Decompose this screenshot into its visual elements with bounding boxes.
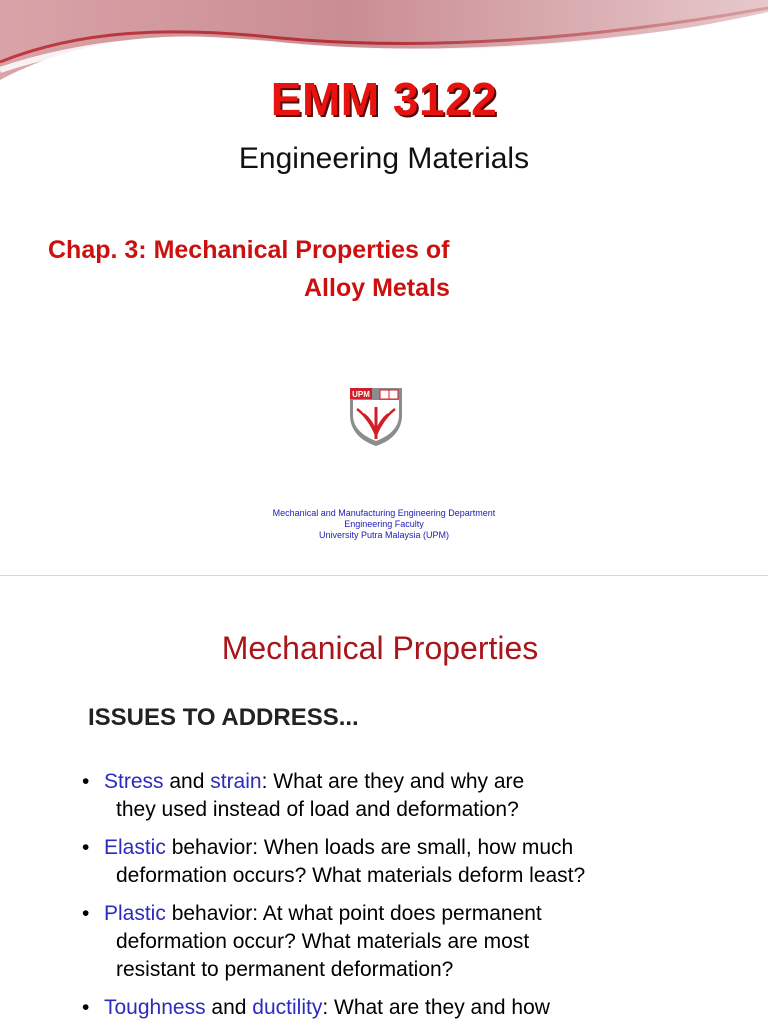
keyword: Stress [104,770,164,793]
bullet-item [82,768,722,824]
bullet-continuation: resistant to permanent deformation? [116,958,454,981]
content-slide [0,576,768,1024]
bullet-item [82,994,722,1022]
bullet-list [82,768,722,1024]
svg-text:UPM: UPM [352,390,370,399]
issues-heading: ISSUES TO ADDRESS... [88,704,359,731]
chapter-title [48,231,648,307]
department-line: Mechanical and Manufacturing Engineering Department [272,508,496,518]
course-code: EMM 3122 [270,73,498,125]
bullet-marker: • [82,996,90,1019]
bullet-text: behavior: When loads are small, how much [165,836,574,859]
bullet-marker: • [82,770,90,793]
university-line: University Putra Malaysia (UPM) [318,530,450,540]
bullet-text: behavior: At what point does permanent [165,902,542,925]
bullet-marker: • [82,836,90,859]
bullet-text: : What are they and why are [261,770,525,793]
keyword: Elastic [104,836,166,859]
upm-logo [347,385,405,447]
faculty-line: Engineering Faculty [344,519,424,529]
course-name: Engineering Materials [238,142,530,175]
chapter-title-line1: Chap. 3: Mechanical Properties of [48,236,450,264]
chapter-title-line2: Alloy Metals [304,274,450,302]
bullet-text: and [205,996,253,1019]
bullet-text: and [163,770,211,793]
keyword: Toughness [104,996,206,1019]
keyword: strain [210,770,262,793]
department-info [0,508,768,541]
keyword: Plastic [104,902,166,925]
keyword: ductility [252,996,323,1019]
bullet-text: : What are they and how [322,996,550,1019]
bullet-continuation: deformation occurs? What materials deform least? [116,864,586,887]
bullet-item [82,900,722,984]
bullet-continuation: deformation occur? What materials are most [116,930,530,953]
slide-title: Mechanical Properties [221,630,539,666]
bullet-item [82,834,722,890]
bullet-continuation: they used instead of load and deformation? [116,798,519,821]
bullet-marker: • [82,902,90,925]
